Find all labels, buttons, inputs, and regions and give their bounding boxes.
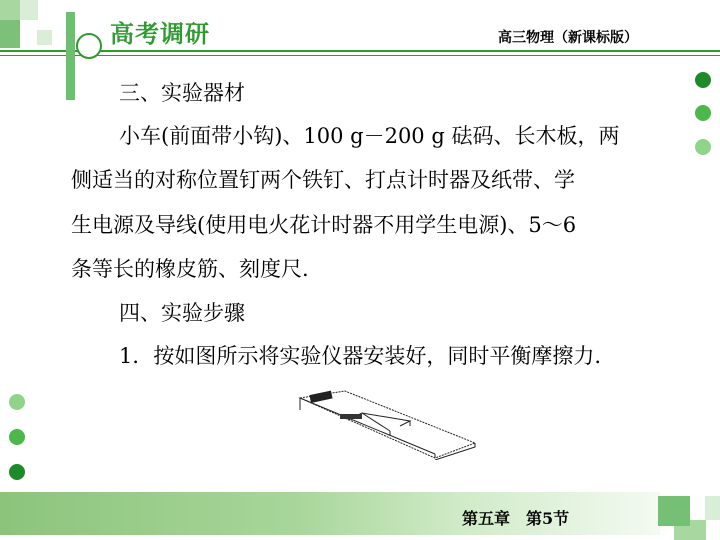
decor-square <box>0 0 22 20</box>
dot-icon <box>695 139 711 155</box>
dot-icon <box>695 105 711 121</box>
decor-square <box>658 496 690 526</box>
text-line: 侧适当的对称位置钉两个铁钉、打点计时器及纸带、学 <box>71 168 575 192</box>
section-heading: 四、实验步骤 <box>119 301 245 325</box>
header-ring-icon <box>76 33 102 59</box>
decor-square <box>37 30 52 45</box>
section-heading: 三、实验器材 <box>119 81 245 105</box>
text-line: 小车(前面带小钩)、100 g－200 g 砝码、长木板，两 <box>119 124 620 148</box>
text-line: 生电源及导线(使用电火花计时器不用学生电源)、5～6 <box>71 213 577 237</box>
decor-square <box>0 20 20 48</box>
dot-icon <box>695 72 711 88</box>
subject-label: 高三物理（新课标版） <box>498 30 638 46</box>
dot-icon <box>9 394 25 410</box>
header-vertical-bar <box>66 12 75 100</box>
header-divider <box>0 50 720 52</box>
chapter-label: 第五章 第5节 <box>462 509 570 528</box>
brand-title: 高考调研 <box>110 19 210 48</box>
text-line: 条等长的橡皮筋、刻度尺. <box>71 257 309 281</box>
dot-icon <box>9 429 25 445</box>
text-line: 1．按如图所示将实验仪器安装好，同时平衡摩擦力. <box>119 344 602 368</box>
apparatus-diagram <box>290 388 480 460</box>
decor-square <box>705 496 720 520</box>
decor-square <box>20 0 38 20</box>
header-divider <box>0 55 720 56</box>
dot-icon <box>9 464 25 480</box>
